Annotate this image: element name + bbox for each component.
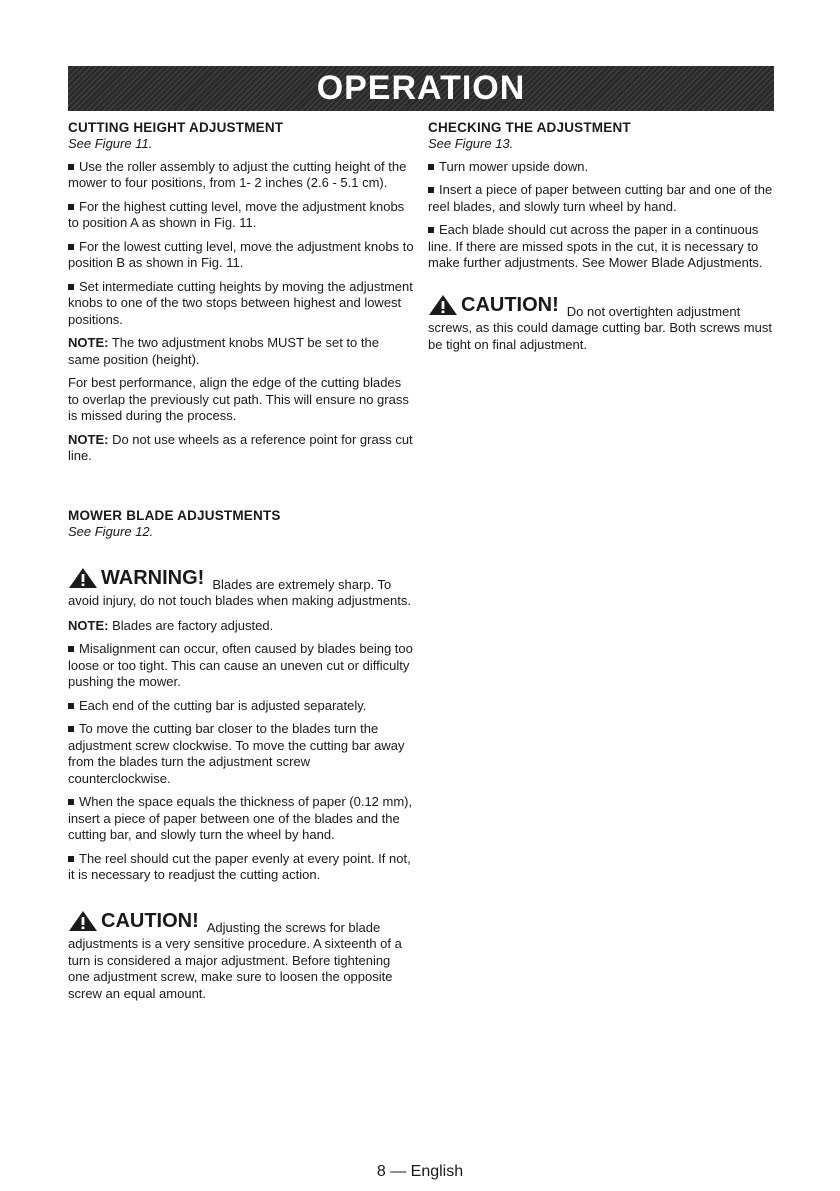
- checking-heading: CHECKING THE ADJUSTMENT: [428, 120, 631, 135]
- list-item: To move the cutting bar closer to the blades turn the adjustment screw clockwise. To move the cutting bar away from the blades turn the adjustment screw counterclockwise.: [68, 721, 405, 786]
- warning-text: Blades are extremely sharp. To avoid injury, do not touch blades when making adjustments.: [68, 576, 412, 608]
- list-item: For the lowest cutting level, move the adjustment knobs to position B as shown in Fig. 11.: [68, 238, 414, 270]
- warning-box: [68, 567, 414, 610]
- note: NOTE: Blades are factory adjusted.: [68, 617, 274, 633]
- warning-triangle-icon: [68, 567, 98, 589]
- figure-ref: See Figure 13.: [428, 136, 514, 151]
- warning-triangle-icon: [428, 294, 458, 316]
- square-bullet-icon: [68, 703, 74, 709]
- square-bullet-icon: [68, 799, 74, 805]
- note: NOTE: The two adjustment knobs MUST be set to the same position (height).: [68, 335, 379, 367]
- square-bullet-icon: [68, 646, 74, 652]
- warning-triangle-icon: [68, 910, 98, 932]
- caution-word: CAUTION!: [461, 293, 559, 316]
- note: NOTE: Do not use wheels as a reference point for grass cut line.: [68, 431, 413, 463]
- note-label: NOTE:: [68, 617, 109, 633]
- list-item: The reel should cut the paper evenly at every point. If not, it is necessary to readjust the cutting action.: [68, 850, 411, 882]
- list-item: Use the roller assembly to adjust the cutting height of the mower to four positions, from 1- 2 inches (2.6 - 5.1 cm).: [68, 158, 407, 190]
- page-footer: 8 — English: [376, 1163, 464, 1180]
- list-item: When the space equals the thickness of paper (0.12 mm), insert a piece of paper between one of the blades and the cutting bar, and slowly turn the wheel by hand.: [68, 794, 413, 842]
- blade-adjustments-heading: MOWER BLADE ADJUSTMENTS: [68, 508, 281, 523]
- list-item: For the highest cutting level, move the adjustment knobs to position A as shown in Fig. 11.: [68, 198, 405, 230]
- caution-word: CAUTION!: [101, 909, 199, 932]
- list-item: Misalignment can occur, often caused by blades being too loose or too tight. This can cause an uneven cut or difficulty pushing the mower.: [68, 641, 413, 689]
- square-bullet-icon: [68, 204, 74, 210]
- cutting-height-section: [68, 120, 414, 472]
- section-title: OPERATION: [316, 69, 526, 107]
- square-bullet-icon: [68, 726, 74, 732]
- list-item: Set intermediate cutting heights by moving the adjustment knobs to one of the two stops between highest and lowest positions.: [68, 278, 413, 327]
- warning-word: WARNING!: [101, 566, 205, 589]
- caution-text: Adjusting the screws for blade adjustments is a very sensitive procedure. A sixteenth of a turn is considered a major adjustment. Before tightening one adjustment screw, make sure to loosen the opposite screw an equal amount.: [68, 919, 402, 1001]
- list-item: Insert a piece of paper between cutting bar and one of the reel blades, and slowly turn wheel by hand.: [428, 182, 773, 214]
- list-item: Each end of the cutting bar is adjusted separately.: [68, 698, 414, 715]
- cutting-height-heading: CUTTING HEIGHT ADJUSTMENT: [68, 120, 284, 135]
- caution-box: [68, 910, 414, 1003]
- caution-text: Do not overtighten adjustment screws, as this could damage cutting bar. Both screws must be tight on final adjustment.: [428, 303, 772, 352]
- note-label: NOTE:: [68, 335, 109, 350]
- caution-box: [428, 294, 774, 354]
- figure-ref: See Figure 11.: [68, 136, 153, 151]
- square-bullet-icon: [68, 856, 74, 862]
- list-item: Each blade should cut across the paper in a continuous line. If there are missed spots in the cut, it is necessary to make further adjustments. See Mower Blade Adjustments.: [428, 222, 763, 270]
- square-bullet-icon: [68, 284, 74, 290]
- square-bullet-icon: [428, 187, 434, 193]
- square-bullet-icon: [68, 164, 74, 170]
- figure-ref: See Figure 12.: [68, 524, 154, 539]
- list-item: Turn mower upside down.: [428, 159, 774, 176]
- note-label: NOTE:: [68, 431, 109, 447]
- square-bullet-icon: [428, 227, 434, 233]
- square-bullet-icon: [428, 164, 434, 170]
- paragraph: For best performance, align the edge of the cutting blades to overlap the previously cut path. This will ensure no grass is missed during the process.: [68, 375, 409, 423]
- blade-adjustments-section: [68, 508, 414, 1010]
- square-bullet-icon: [68, 244, 74, 250]
- checking-section: [428, 120, 774, 361]
- section-banner: [68, 66, 774, 111]
